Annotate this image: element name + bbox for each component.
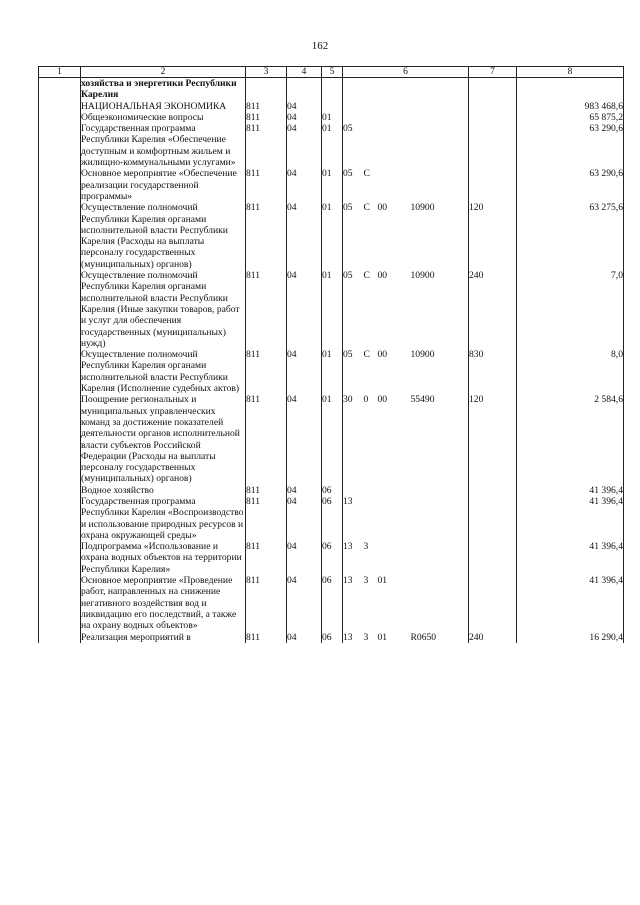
cell-direction [411, 485, 469, 496]
cell-expense-type: 120 [469, 202, 517, 270]
table-row [39, 112, 624, 123]
cell-col1 [39, 101, 81, 112]
cell-subprogram: 3 [363, 575, 369, 587]
cell-ministry-code: 811 [246, 541, 287, 575]
column-header-7: 7 [469, 67, 517, 78]
table-row [39, 496, 624, 541]
cell-amount: 63 290,6 [517, 123, 624, 168]
cell-direction [411, 123, 469, 168]
cell-amount: 2 584,6 [517, 394, 624, 484]
table-row [39, 485, 624, 496]
cell-name: Государственная программа Республики Карелия «Воспроизводство и использование природных ресурсов и охрана окружающей среды» [81, 495, 244, 541]
cell-direction: 55490 [411, 394, 469, 484]
cell-col1 [39, 632, 81, 643]
cell-subprogram [364, 496, 378, 541]
cell-section: 04 [287, 541, 322, 575]
cell-event [378, 485, 411, 496]
cell-program: 13 [343, 541, 364, 575]
cell-direction [411, 541, 469, 575]
cell-name: Осуществление полномочий Республики Карелия органами исполнительной власти Республики Карелия (Исполнение судебных актов) [81, 349, 246, 394]
cell-subprogram: 3 [363, 541, 369, 553]
cell-name: Общеэкономические вопросы [81, 112, 246, 123]
cell-col1 [39, 575, 81, 631]
cell-expense-type [469, 496, 517, 541]
cell-section: 04 [287, 575, 322, 631]
table-row [39, 202, 624, 270]
cell-event [378, 78, 411, 101]
cell-ministry-code: 811 [246, 575, 287, 631]
cell-ministry-code: 811 [246, 123, 287, 168]
cell-direction [411, 78, 469, 101]
cell-event: 01 [377, 631, 388, 643]
cell-subprogram: С [363, 168, 370, 180]
table-row [39, 123, 624, 168]
cell-amount: 41 396,4 [517, 485, 624, 496]
cell-program [343, 78, 364, 101]
header-row [39, 67, 624, 78]
cell-event: 00 [377, 394, 388, 406]
cell-event [378, 101, 411, 112]
cell-subsection: 01 [322, 168, 343, 202]
table-row [39, 101, 624, 112]
cell-subsection: 01 [322, 123, 343, 168]
cell-ministry-code: 811 [246, 394, 287, 484]
cell-amount: 7,0 [517, 270, 624, 349]
cell-event: 01 [377, 575, 388, 587]
cell-name: Осуществление полномочий Республики Карелия органами исполнительной власти Республики Карелия (Расходы на выплаты персоналу государственных (муниципальных) органов) [81, 202, 246, 270]
cell-program: 13 [343, 496, 364, 541]
cell-ministry-code: 811 [246, 168, 287, 202]
cell-name: Водное хозяйство [81, 485, 246, 496]
table-row [39, 394, 624, 484]
cell-amount: 983 468,6 [517, 101, 624, 112]
cell-col1 [39, 485, 81, 496]
cell-name: хозяйства и энергетики Республики Карелия [81, 78, 246, 101]
cell-event: 00 [377, 270, 388, 282]
cell-subsection [322, 101, 343, 112]
cell-section: 04 [287, 485, 322, 496]
cell-direction: 10900 [411, 202, 469, 270]
cell-name: Основное мероприятие «Обеспечение реализации государственной программы» [81, 168, 246, 202]
cell-event [378, 496, 411, 541]
cell-expense-type [469, 575, 517, 631]
cell-name: Государственная программа Республики Карелия «Обеспечение доступным и комфортным жильем и жилищно-коммунальными услугами» [81, 123, 246, 168]
cell-expense-type [469, 123, 517, 168]
cell-section: 04 [287, 349, 322, 394]
table-row [39, 78, 624, 101]
cell-col1 [39, 123, 81, 168]
cell-expense-type [469, 78, 517, 101]
cell-amount: 16 290,4 [517, 632, 624, 643]
cell-section: 04 [287, 632, 322, 643]
table-row [39, 632, 624, 643]
cell-col1 [39, 168, 81, 202]
cell-amount: 8,0 [517, 349, 624, 394]
column-header-2: 2 [81, 67, 246, 78]
cell-section: 04 [287, 496, 322, 541]
cell-subprogram [364, 101, 378, 112]
column-header-4: 4 [287, 67, 322, 78]
cell-name: Поощрение региональных и муниципальных управленческих команд за достижение показателей деятельности органов исполнительной власти субъектов Российской Федерации (Расходы на выплаты персоналу государственных (муниципальных) органов) [81, 394, 246, 484]
column-header-5: 5 [322, 67, 343, 78]
table-row [39, 575, 624, 631]
cell-section: 04 [287, 123, 322, 168]
cell-ministry-code: 811 [246, 632, 287, 643]
cell-section: 04 [287, 202, 322, 270]
cell-event [378, 168, 411, 202]
cell-expense-type [469, 168, 517, 202]
cell-program: 13 [343, 632, 364, 643]
table-row [39, 541, 624, 575]
cell-section: 04 [287, 168, 322, 202]
cell-expense-type: 830 [469, 349, 517, 394]
cell-ministry-code: 811 [246, 202, 287, 270]
cell-event [378, 123, 411, 168]
cell-subsection: 01 [322, 349, 343, 394]
cell-subsection: 01 [322, 202, 343, 270]
cell-col1 [39, 394, 81, 484]
column-header-6: 6 [343, 67, 469, 78]
table-body [39, 78, 624, 643]
cell-program: 05 [343, 349, 364, 394]
cell-amount: 63 275,6 [517, 202, 624, 270]
cell-col1 [39, 496, 81, 541]
cell-col1 [39, 78, 81, 101]
cell-expense-type [469, 485, 517, 496]
cell-direction [411, 168, 469, 202]
cell-section [287, 78, 322, 101]
cell-expense-type: 240 [469, 632, 517, 643]
column-header-1: 1 [39, 67, 81, 78]
cell-program: 30 [343, 394, 364, 484]
cell-subsection: 06 [322, 632, 343, 643]
cell-ministry-code: 811 [246, 270, 287, 349]
cell-direction [411, 496, 469, 541]
cell-subprogram [364, 78, 378, 101]
cell-event: 00 [377, 202, 388, 214]
cell-amount: 41 396,4 [517, 575, 624, 631]
cell-name: Реализация мероприятий в [81, 632, 246, 643]
cell-subsection: 06 [322, 541, 343, 575]
cell-amount: 63 290,6 [517, 168, 624, 202]
column-header-3: 3 [246, 67, 287, 78]
cell-section: 04 [287, 101, 322, 112]
cell-amount: 41 396,4 [517, 541, 624, 575]
cell-ministry-code: 811 [246, 112, 287, 123]
cell-name: Подпрограмма «Использование и охрана водных объектов на территории Республики Карелия» [81, 541, 246, 575]
table-row [39, 168, 624, 202]
cell-subprogram [364, 112, 378, 123]
cell-program: 05 [343, 202, 364, 270]
cell-ministry-code: 811 [246, 485, 287, 496]
cell-expense-type [469, 541, 517, 575]
cell-program: 05 [343, 270, 364, 349]
cell-direction: 10900 [411, 349, 469, 394]
cell-subsection: 01 [322, 112, 343, 123]
cell-subsection: 01 [322, 394, 343, 484]
cell-col1 [39, 112, 81, 123]
cell-amount: 41 396,4 [517, 496, 624, 541]
cell-subprogram [364, 123, 378, 168]
cell-direction: 10900 [411, 270, 469, 349]
cell-event [378, 112, 411, 123]
cell-name: Основное мероприятие «Проведение работ, направленных на снижение негативного воздействия вод и ликвидацию его последствий, а также на охрану водных объектов» [81, 575, 246, 631]
cell-subsection: 06 [322, 575, 343, 631]
cell-subsection: 01 [322, 270, 343, 349]
cell-name: Осуществление полномочий Республики Карелия органами исполнительной власти Республики Карелия (Иные закупки товаров, работ и услуг для обеспечения государственных (муниципальных) нужд) [81, 270, 246, 349]
table-row [39, 270, 624, 349]
cell-col1 [39, 202, 81, 270]
table-row [39, 349, 624, 394]
cell-ministry-code: 811 [246, 496, 287, 541]
cell-expense-type: 240 [469, 270, 517, 349]
cell-program: 13 [343, 575, 364, 631]
cell-amount [517, 78, 624, 101]
cell-ministry-code: 811 [246, 101, 287, 112]
cell-direction: R0650 [411, 632, 469, 643]
cell-col1 [39, 270, 81, 349]
cell-direction [411, 101, 469, 112]
cell-subprogram: С [363, 270, 370, 282]
cell-program: 05 [343, 123, 364, 168]
column-header-8: 8 [517, 67, 624, 78]
cell-subprogram [364, 485, 378, 496]
cell-program [343, 112, 364, 123]
cell-ministry-code: 811 [246, 349, 287, 394]
cell-section: 04 [287, 112, 322, 123]
cell-expense-type [469, 101, 517, 112]
cell-direction [411, 575, 469, 631]
cell-event: 00 [377, 349, 388, 361]
budget-table [38, 66, 624, 643]
cell-subprogram: 3 [363, 631, 369, 643]
cell-subprogram: С [363, 349, 370, 361]
cell-direction [411, 112, 469, 123]
cell-subsection: 06 [322, 496, 343, 541]
cell-section: 04 [287, 394, 322, 484]
cell-col1 [39, 541, 81, 575]
cell-name: НАЦИОНАЛЬНАЯ ЭКОНОМИКА [81, 101, 246, 112]
cell-amount: 65 875,2 [517, 112, 624, 123]
cell-subsection: 06 [322, 485, 343, 496]
cell-program [343, 101, 364, 112]
cell-subprogram: С [363, 202, 370, 214]
page-number: 162 [311, 40, 329, 52]
cell-subsection [322, 78, 343, 101]
cell-expense-type: 120 [469, 394, 517, 484]
cell-ministry-code [246, 78, 287, 101]
cell-expense-type [469, 112, 517, 123]
cell-program: 05 [343, 168, 364, 202]
cell-event [378, 541, 411, 575]
cell-subprogram: 0 [363, 394, 369, 406]
cell-section: 04 [287, 270, 322, 349]
cell-program [343, 485, 364, 496]
cell-col1 [39, 349, 81, 394]
